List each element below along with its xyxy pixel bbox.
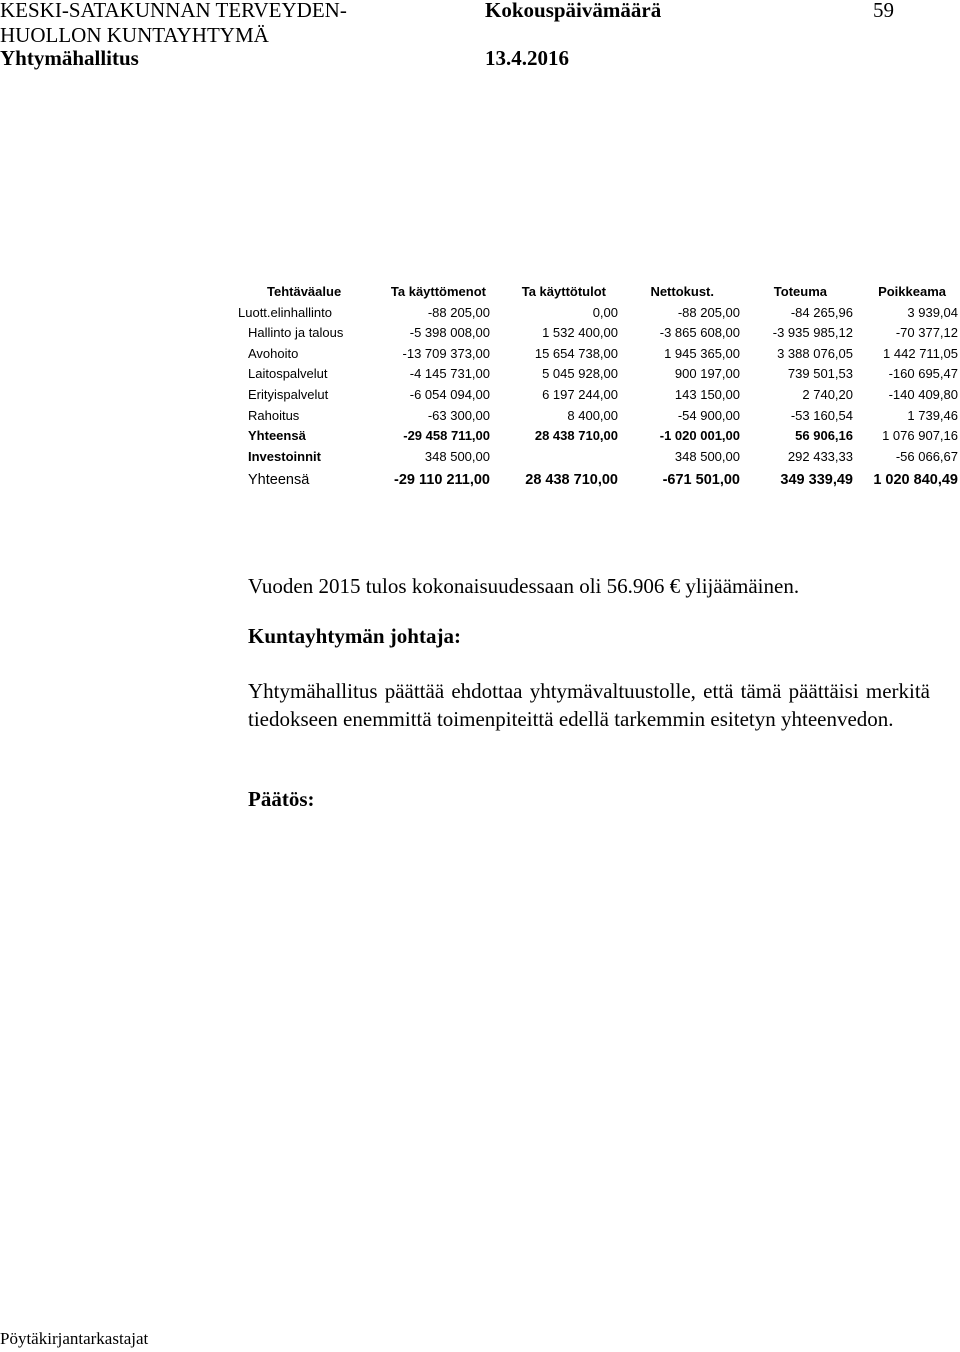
- table-row: [248, 344, 960, 365]
- table-cell: -13 709 373,00: [402, 345, 490, 361]
- table-row: [248, 385, 960, 406]
- table-cell: Luott.elinhallinto: [238, 304, 332, 320]
- column-header: Nettokust.: [650, 284, 714, 299]
- table-cell: Yhteensä: [248, 428, 306, 444]
- table-cell: 1 532 400,00: [542, 325, 618, 341]
- table-cell: 1 945 365,00: [664, 345, 740, 361]
- table-cell: 28 438 710,00: [534, 428, 618, 444]
- table-cell: 0,00: [592, 304, 618, 320]
- table-cell: 28 438 710,00: [525, 472, 618, 489]
- table-cell: -63 300,00: [427, 407, 490, 423]
- table-row: [248, 364, 960, 385]
- table-cell: 6 197 244,00: [542, 386, 618, 402]
- table-header-row: [248, 282, 960, 303]
- organization-name-line2: HUOLLON KUNTAYHTYMÄ: [0, 23, 269, 47]
- page-number: 59: [873, 0, 894, 22]
- table-cell: 15 654 738,00: [534, 345, 618, 361]
- column-header: Poikkeama: [878, 284, 946, 299]
- column-header: Toteuma: [773, 284, 827, 299]
- table-cell: 8 400,00: [567, 407, 618, 423]
- table-cell: 739 501,53: [787, 366, 853, 382]
- table-row: [248, 447, 960, 468]
- table-cell: 900 197,00: [674, 366, 740, 382]
- table-cell: 349 339,49: [780, 472, 853, 489]
- table-cell: -53 160,54: [790, 407, 853, 423]
- table-cell: 1 076 907,16: [882, 428, 958, 444]
- meeting-date-label: Kokouspäivämäärä: [485, 0, 662, 22]
- column-header: Tehtäväalue: [267, 284, 342, 299]
- table-cell: Erityispalvelut: [248, 386, 329, 402]
- table-cell: -3 935 985,12: [772, 325, 853, 341]
- table-cell: Yhteensä: [248, 472, 310, 489]
- director-proposal: Yhtymähallitus päättää ehdottaa yhtymävaltuustolle, että tämä päättäisi merkitä tiedokseen enemmittä toimenpiteittä edellä tarkemmin esitetyn yhteenvedon.: [248, 679, 930, 731]
- table-cell: -4 145 731,00: [409, 366, 490, 382]
- table-cell: -6 054 094,00: [409, 386, 490, 402]
- budget-table: [238, 282, 960, 493]
- table-cell: -160 695,47: [888, 366, 958, 382]
- table-cell: 56 906,16: [795, 428, 853, 444]
- director-heading: Kuntayhtymän johtaja:: [248, 624, 461, 648]
- table-cell: 3 939,04: [907, 304, 958, 320]
- table-cell: -3 865 608,00: [659, 325, 740, 341]
- table-row: [248, 406, 960, 427]
- table-cell: 143 150,00: [674, 386, 740, 402]
- table-cell: 292 433,33: [787, 448, 853, 464]
- table-cell: -88 205,00: [427, 304, 490, 320]
- table-cell: Rahoitus: [248, 407, 300, 423]
- table-cell: -140 409,80: [888, 386, 958, 402]
- table-row-subtotal: [248, 426, 960, 447]
- table-cell: 1 020 840,49: [873, 472, 958, 489]
- table-cell: -84 265,96: [790, 304, 853, 320]
- table-cell: -5 398 008,00: [409, 325, 490, 341]
- table-cell: -70 377,12: [895, 325, 958, 341]
- table-cell: -54 900,00: [677, 407, 740, 423]
- table-cell: -671 501,00: [662, 472, 740, 489]
- table-cell: Hallinto ja talous: [248, 325, 344, 341]
- result-statement: Vuoden 2015 tulos kokonaisuudessaan oli 56.906 € ylijäämäinen.: [248, 574, 800, 598]
- table-cell: 1 739,46: [907, 407, 958, 423]
- table-row: [238, 303, 960, 324]
- table-cell: 3 388 076,05: [777, 345, 853, 361]
- table-cell: 2 740,20: [802, 386, 853, 402]
- table-cell: Laitospalvelut: [248, 366, 328, 382]
- footer-minutes-checkers: Pöytäkirjantarkastajat: [0, 1329, 149, 1348]
- table-cell: -1 020 001,00: [659, 428, 740, 444]
- table-cell: -29 458 711,00: [403, 428, 490, 444]
- column-header: Ta käyttötulot: [521, 284, 606, 299]
- decision-heading: Päätös:: [248, 787, 315, 811]
- organization-name-line1: KESKI-SATAKUNNAN TERVEYDEN-: [0, 0, 347, 22]
- body-name: Yhtymähallitus: [0, 46, 139, 70]
- table-cell: -56 066,67: [895, 448, 958, 464]
- table-cell: Avohoito: [248, 345, 299, 361]
- table-cell: 348 500,00: [424, 448, 490, 464]
- table-cell: Investoinnit: [248, 448, 321, 464]
- table-row: [248, 323, 960, 344]
- table-cell: 1 442 711,05: [883, 345, 958, 361]
- table-cell: -88 205,00: [677, 304, 740, 320]
- table-cell: -29 110 211,00: [394, 472, 490, 489]
- table-cell: 5 045 928,00: [542, 366, 618, 382]
- column-header: Ta käyttömenot: [390, 284, 486, 299]
- table-row-total: [248, 467, 960, 493]
- meeting-date: 13.4.2016: [485, 46, 569, 70]
- table-cell: 348 500,00: [674, 448, 740, 464]
